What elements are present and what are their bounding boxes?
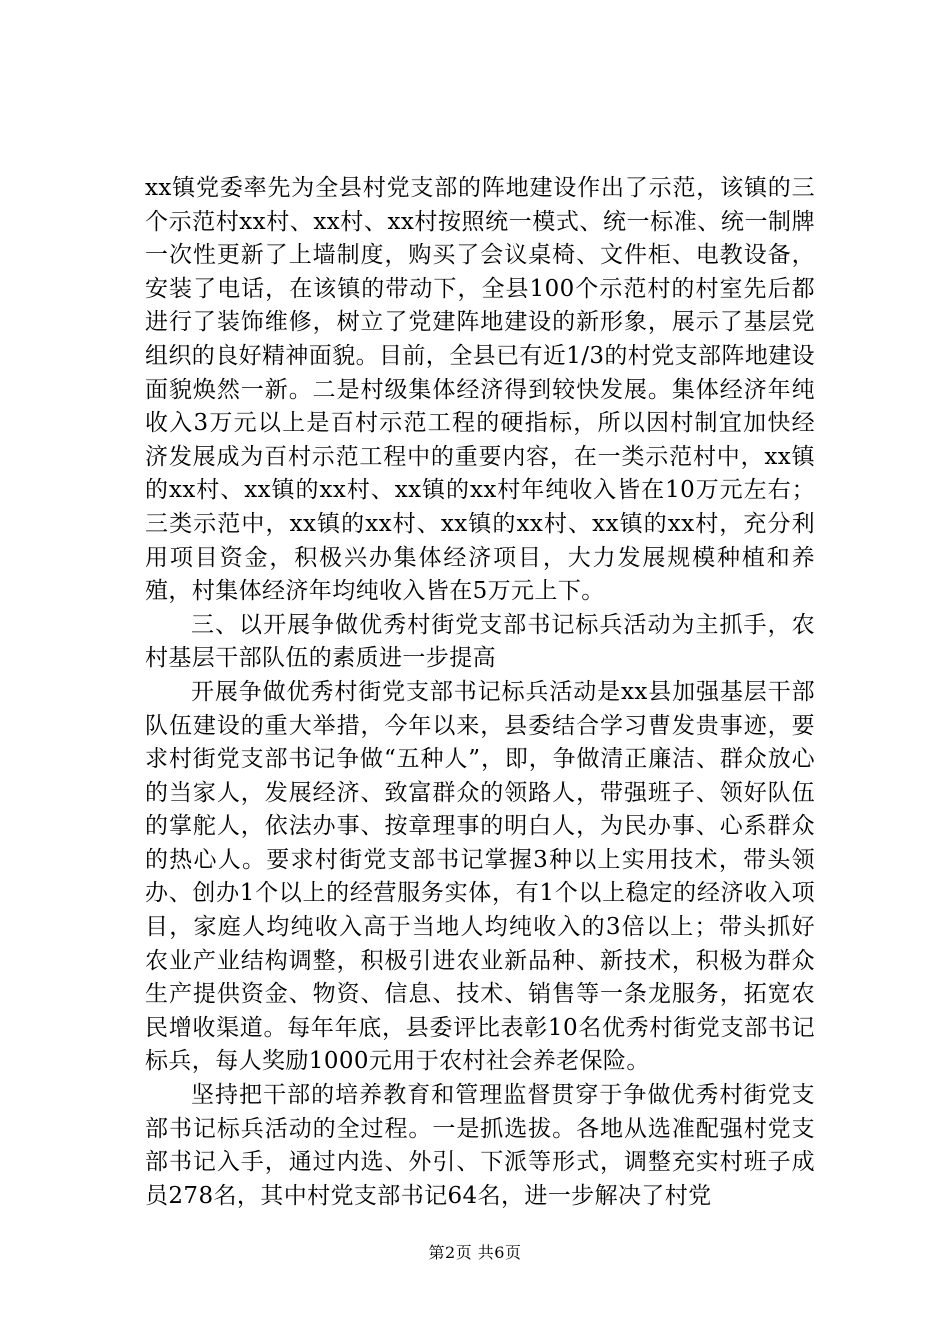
paragraph-secretary-campaign: 开展争做优秀村街党支部书记标兵活动是xx县加强基层干部队伍建设的重大举措，今年以来，县委结合学习曹发贵事迹，要求村街党支部书记争做“五种人”，即，争做清正廉洁、群众放心的当家人，发展经济、致富群众的领路人，带强班子、领好队伍的掌舵人，依法办事、按章理事的明白人，为民办事、心系群众的热心人。要求村街党支部书记掌握3种以上实用技术，带头领办、创办1个以上的经营服务实体，有1个以上稳定的经济收入项目，家庭人均纯收入高于当地人均纯收入的3倍以上；带头抓好农业产业结构调整，积极引进农业新品种、新技术，积极为群众生产提供资金、物资、信息、技术、销售等一条龙服务，拓宽农民增收渠道。每年年底，县委评比表彰10名优秀村街党支部书记标兵，每人奖励1000元用于农村社会养老保险。 bbox=[145, 678, 815, 1075]
page-number-footer: 第2页 共6页 bbox=[428, 1243, 522, 1262]
document-body bbox=[145, 172, 815, 1213]
section-heading-three: 三、以开展争做优秀村街党支部书记标兵活动为主抓手，农村基层干部队伍的素质进一步提高 bbox=[145, 611, 815, 672]
paragraph-cadre-training: 坚持把干部的培养教育和管理监督贯穿于争做优秀村街党支部书记标兵活动的全过程。一是抓选拔。各地从选准配强村党支部书记入手，通过内选、外引、下派等形式，调整充实村班子成员278名，其中村党支部书记64名，进一步解决了村党 bbox=[145, 1082, 815, 1209]
paragraph-village-construction: xx镇党委率先为全县村党支部的阵地建设作出了示范，该镇的三个示范村xx村、xx村、xx村按照统一模式、统一标准、统一制牌一次性更新了上墙制度，购买了会议桌椅、文件柜、电教设备，安装了电话，在该镇的带动下，全县100个示范村的村室先后都进行了装饰维修，树立了党建阵地建设的新形象，展示了基层党组织的良好精神面貌。目前，全县已有近1/3的村党支部阵地建设面貌焕然一新。二是村级集体经济得到较快发展。集体经济年纯收入3万元以上是百村示范工程的硬指标，所以因村制宜加快经济发展成为百村示范工程中的重要内容，在一类示范村中，xx镇的xx村、xx镇的xx村、xx镇的xx村年纯收入皆在10万元左右；三类示范中，xx镇的xx村、xx镇的xx村、xx镇的xx村，充分利用项目资金，积极兴办集体经济项目，大力发展规模种植和养殖，村集体经济年均纯收入皆在5万元上下。 bbox=[145, 175, 816, 605]
